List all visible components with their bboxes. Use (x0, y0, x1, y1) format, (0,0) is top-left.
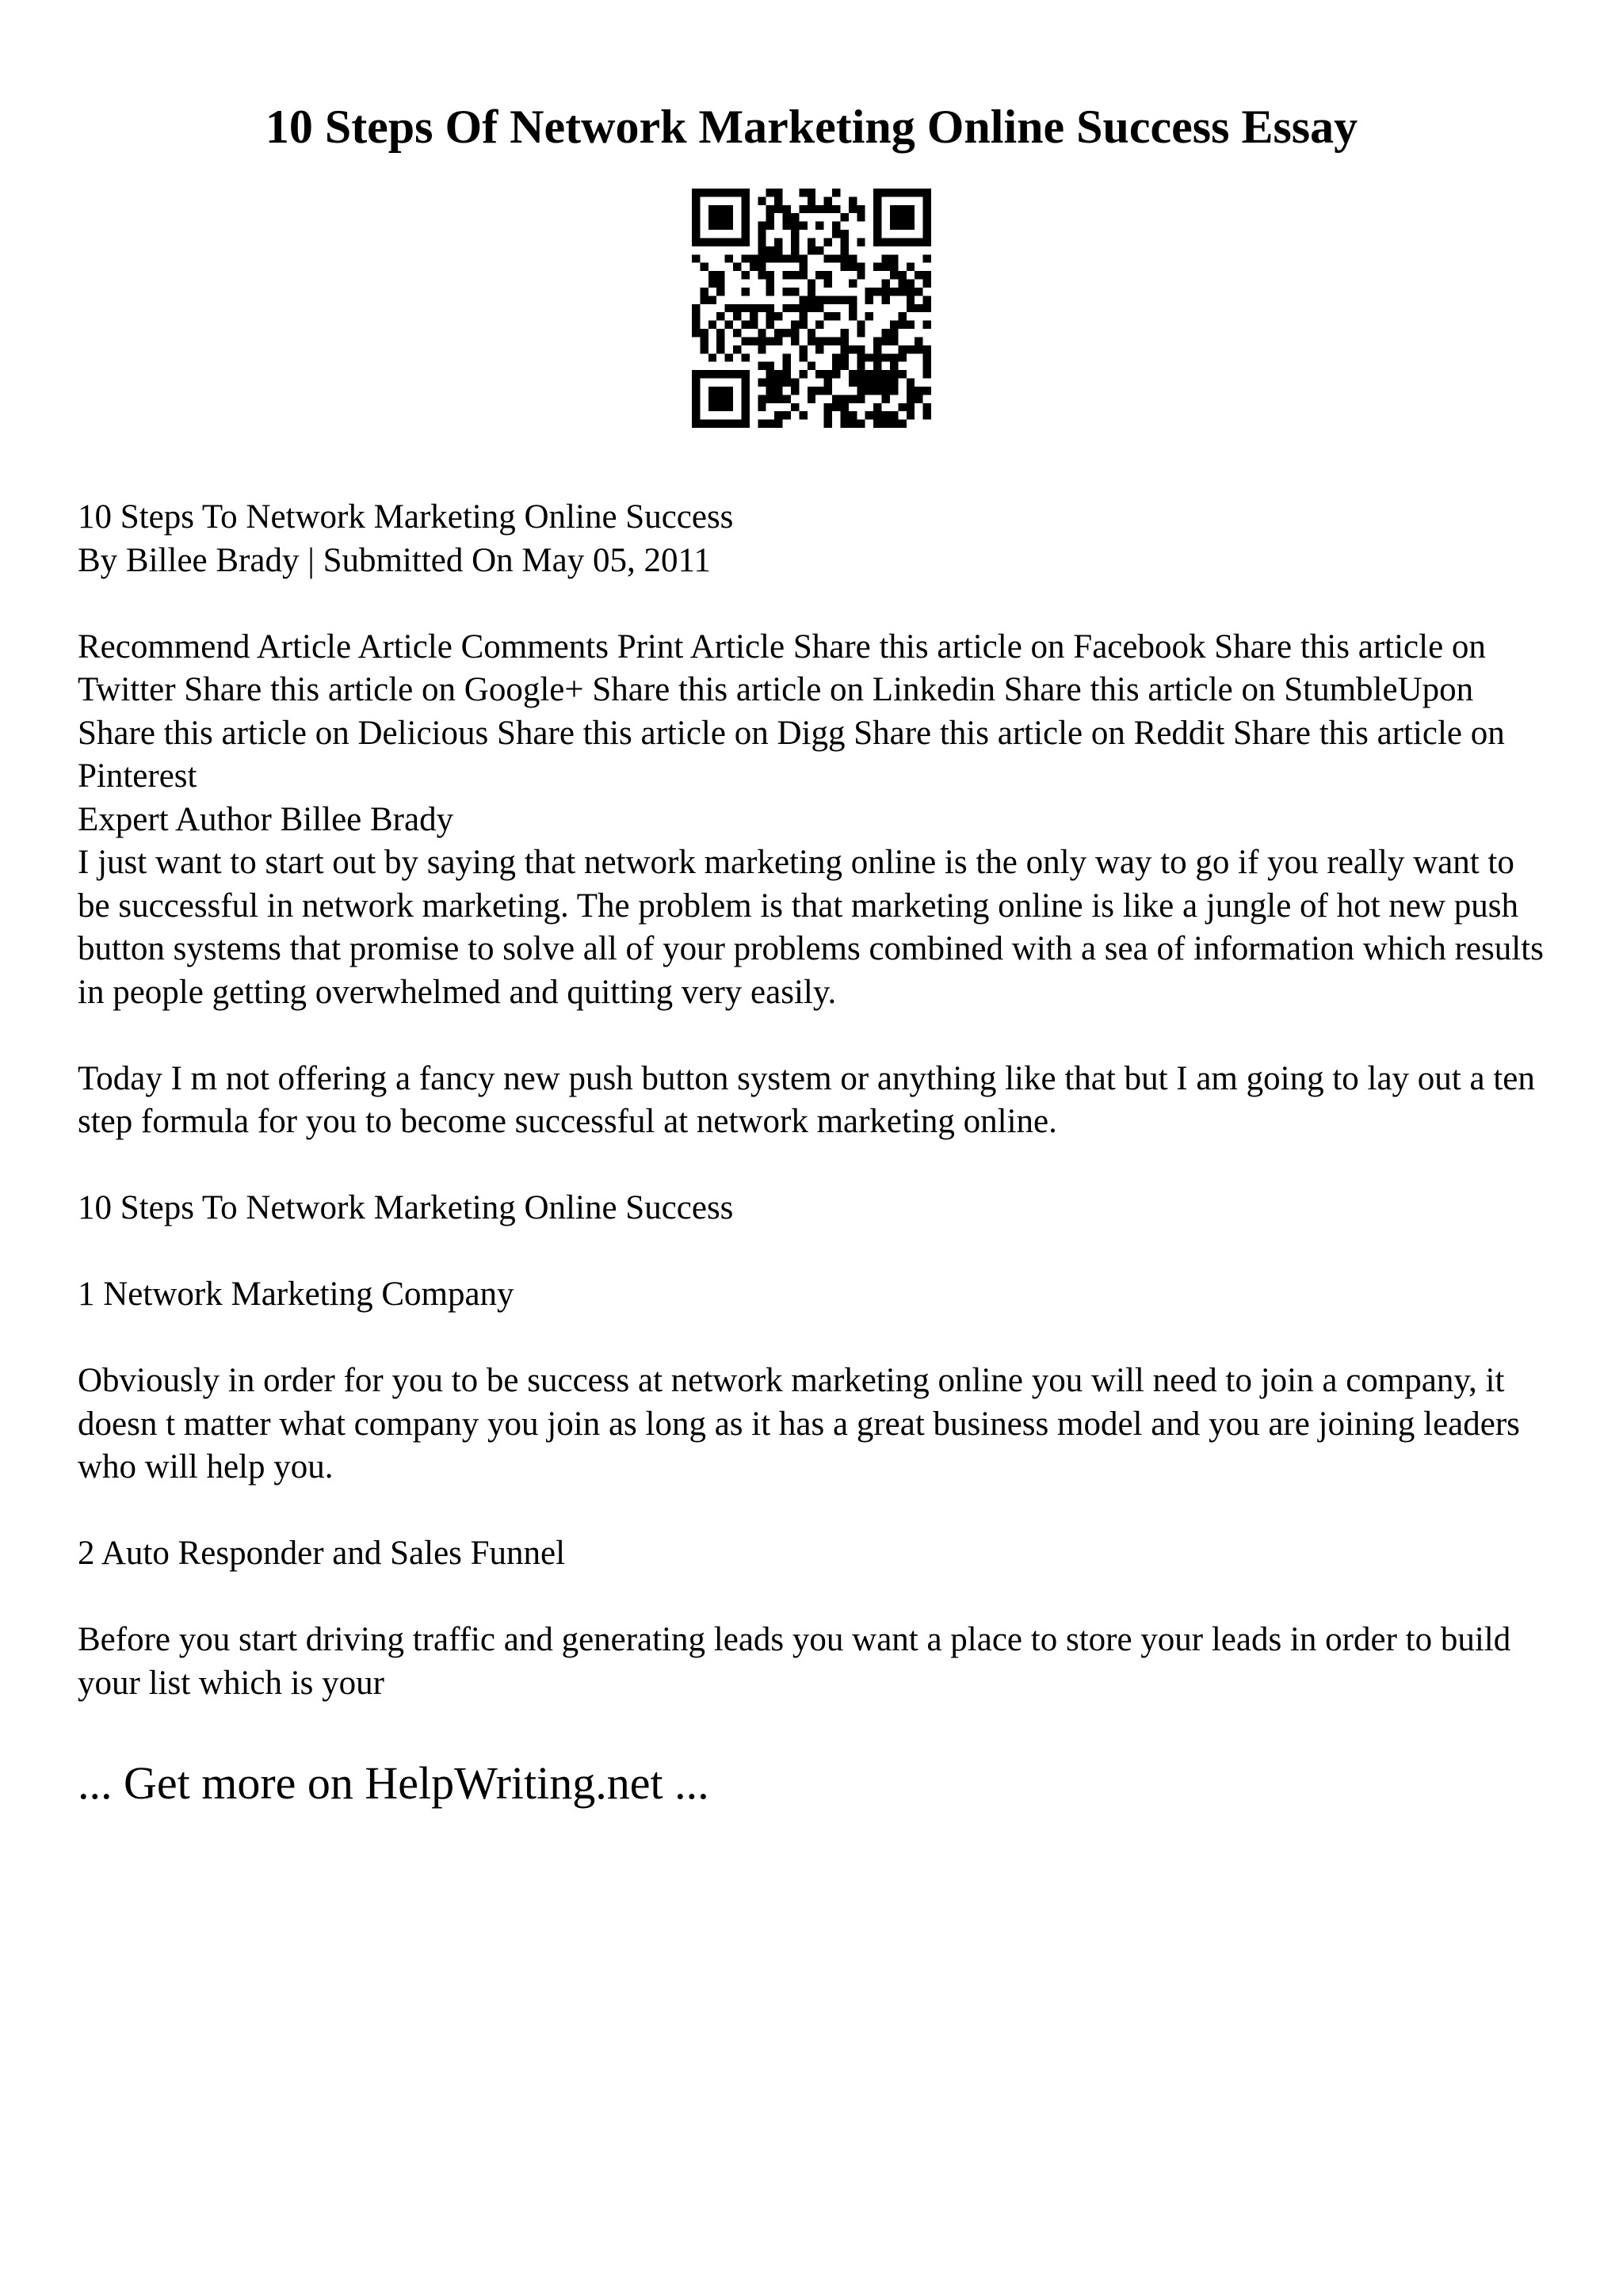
step-1-paragraph: Obviously in order for you to be success at network marketing online you will need to join a company, it doesn t matter what company you join as long as it has a great business model and you are joining leaders who will help you. (78, 1362, 1520, 1486)
article-body (78, 496, 1545, 1705)
steps-heading: 10 Steps To Network Marketing Online Success (78, 1189, 734, 1226)
today-paragraph: Today I m not offering a fancy new push button system or anything like that but I am going to lay out a ten step formula for you to become successful at network marketing online. (78, 1059, 1535, 1140)
qr-code (692, 189, 931, 428)
step-1-heading: 1 Network Marketing Company (78, 1276, 514, 1313)
article-title: 10 Steps To Network Marketing Online Success (78, 498, 734, 536)
expert-author: Expert Author Billee Brady (78, 800, 454, 838)
share-links-text: Recommend Article Article Comments Print Article Share this article on Facebook Share this article on Twitter Share this article on Google+ Share this article on Linkedin Share this article on StumbleUpon Share this article on Delicious Share this article on Digg Share this article on Reddit Share this article on Pinterest (78, 627, 1505, 795)
article-meta (78, 496, 1545, 582)
step-2-heading: 2 Auto Responder and Sales Funnel (78, 1535, 566, 1572)
get-more-text: ... Get more on HelpWriting.net ... (78, 1757, 709, 1809)
document-title: 10 Steps Of Network Marketing Online Success Essay (265, 101, 1358, 153)
qr-code-container (78, 189, 1545, 428)
step-2-paragraph: Before you start driving traffic and generating leads you want a place to store your leads in order to build your list which is your (78, 1621, 1511, 1702)
article-byline: By Billee Brady | Submitted On May 05, 2011 (78, 541, 711, 579)
intro-paragraph: I just want to start out by saying that network marketing online is the only way to go if you really want to be successful in network marketing. The problem is that marketing online is like a jungle of hot new push button systems that promise to solve all of your problems combined with a sea of information which results in people getting overwhelmed and quitting very easily. (78, 844, 1544, 1011)
